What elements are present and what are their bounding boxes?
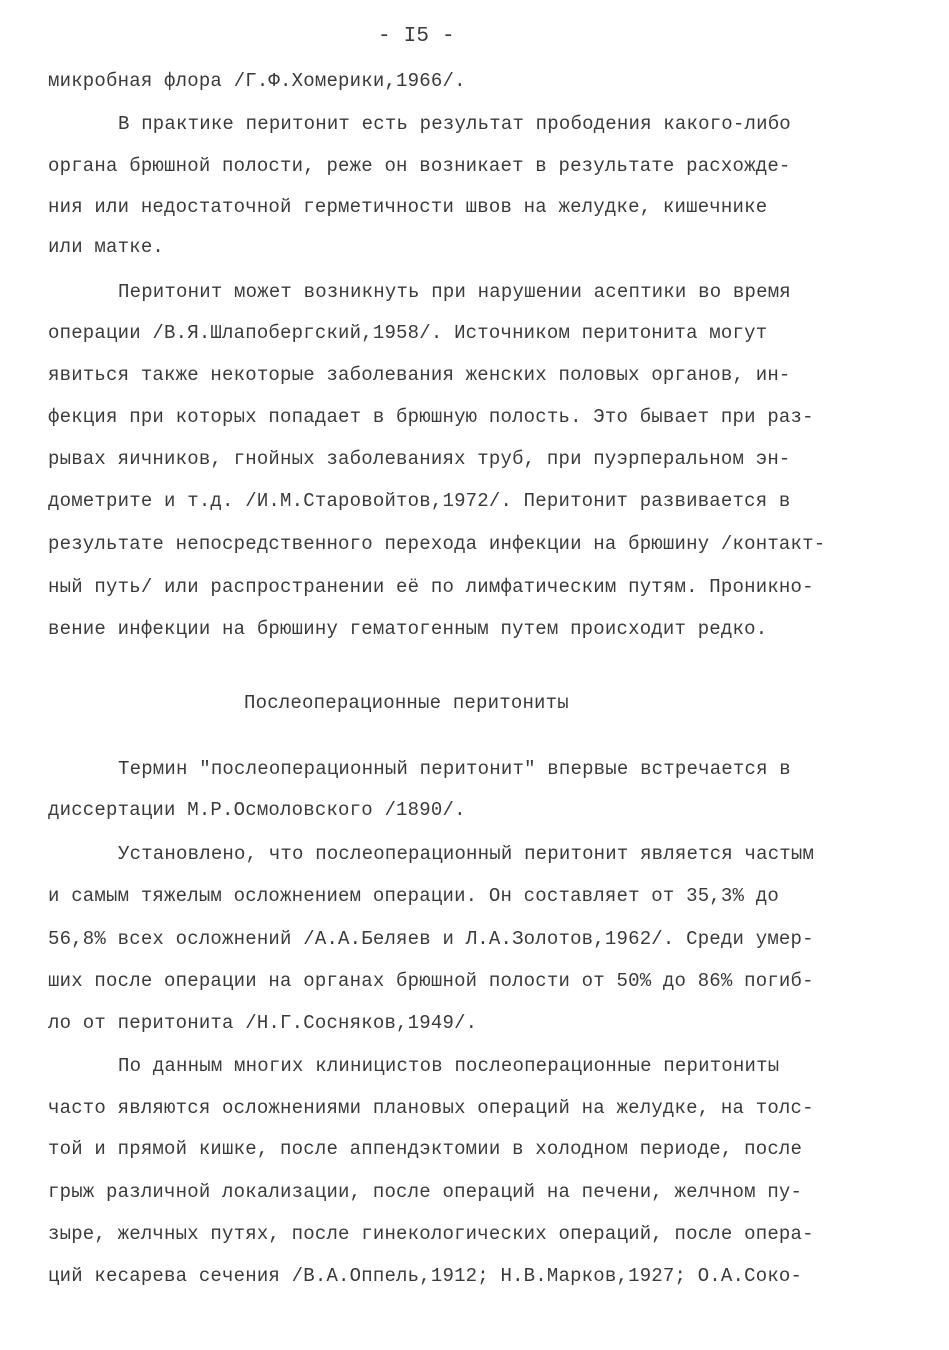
text-line: результате непосредственного перехода инфекции на брюшину /контакт- xyxy=(48,533,826,555)
text-line: Перитонит может возникнуть при нарушении асептики во время xyxy=(118,281,791,303)
text-line: Термин "послеоперационный перитонит" впервые встречается в xyxy=(118,758,791,780)
text-line: той и прямой кишке, после аппендэктомии в холодном периоде, после xyxy=(48,1138,803,1160)
text-line: часто являются осложнениями плановых операций на желудке, на толс- xyxy=(48,1097,814,1119)
text-line: операции /В.Я.Шлапобергский,1958/. Источником перитонита могут xyxy=(48,322,768,344)
text-line: 56,8% всех осложнений /А.А.Беляев и Л.А.Золотов,1962/. Среди умер- xyxy=(48,928,814,950)
text-line: явиться также некоторые заболевания женских половых органов, ин- xyxy=(48,364,791,386)
page-number: - I5 - xyxy=(378,25,455,48)
text-line: фекция при которых попадает в брюшную полость. Это бывает при раз- xyxy=(48,406,814,428)
text-line: микробная флора /Г.Ф.Хомерики,1966/. xyxy=(48,70,466,92)
text-line: ния или недостаточной герметичности швов на желудке, кишечнике xyxy=(48,196,768,218)
text-line: В практике перитонит есть результат прободения какого-либо xyxy=(118,113,791,135)
text-line: вение инфекции на брюшину гематогенным путем происходит редко. xyxy=(48,618,768,640)
text-line: диссертации М.Р.Осмоловского /1890/. xyxy=(48,799,466,821)
section-heading: Послеоперационные перитониты xyxy=(244,692,569,714)
text-line: рывах яичников, гнойных заболеваниях труб, при пуэрперальном эн- xyxy=(48,448,791,470)
text-line: грыж различной локализации, после операций на печени, желчном пу- xyxy=(48,1181,803,1203)
text-line: По данным многих клиницистов послеоперационные перитониты xyxy=(118,1055,780,1077)
text-line: ный путь/ или распространении её по лимфатическим путям. Проникно- xyxy=(48,576,814,598)
text-line: зыре, желчных путях, после гинекологических операций, после опера- xyxy=(48,1223,814,1245)
text-line: ших после операции на органах брюшной полости от 50% до 86% погиб- xyxy=(48,970,814,992)
text-line: ло от перитонита /Н.Г.Сосняков,1949/. xyxy=(48,1012,478,1034)
text-line: Установлено, что послеоперационный перитонит является частым xyxy=(118,843,815,865)
text-line: дометрите и т.д. /И.М.Старовойтов,1972/. Перитонит развивается в xyxy=(48,490,791,512)
text-line: ций кесарева сечения /В.А.Оппель,1912; Н.В.Марков,1927; О.А.Соко- xyxy=(48,1265,803,1287)
text-line: органа брюшной полости, реже он возникает в результате расхожде- xyxy=(48,155,791,177)
text-line: или матке. xyxy=(48,236,165,258)
text-line: и самым тяжелым осложнением операции. Он составляет от 35,3% до xyxy=(48,885,779,907)
